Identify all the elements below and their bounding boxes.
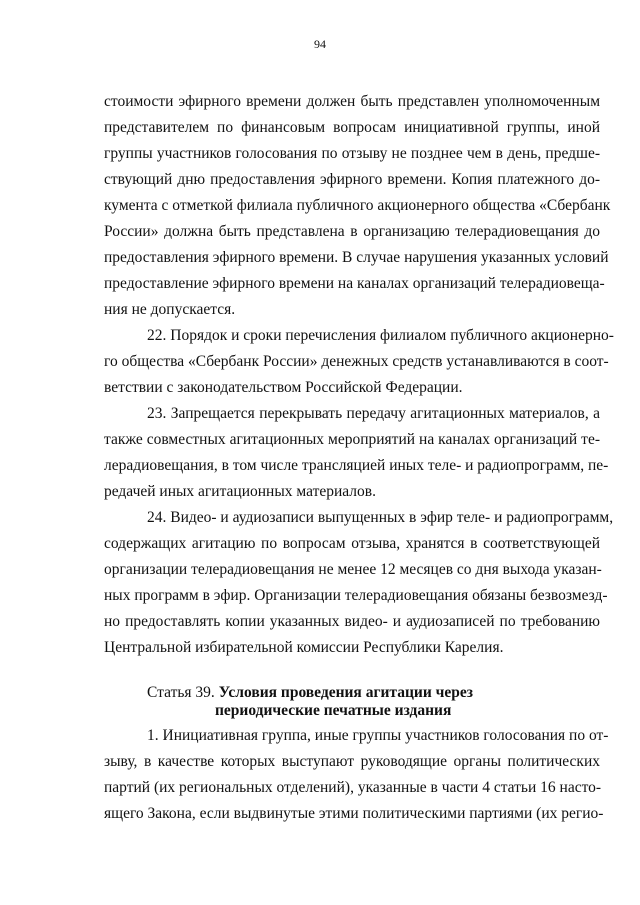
article-heading [147, 684, 600, 720]
page-number: 94 [314, 37, 326, 51]
text-line: го общества «Сбербанк России» денежных средств устанавливаются в соот- [104, 353, 609, 370]
text-line: России» должна быть представлена в организацию телерадиовещания до [104, 223, 600, 240]
text-line: ствующий дню предоставления эфирного времени. Копия платежного до- [104, 171, 600, 188]
text-line: но предоставлять копии указанных видео- и аудиозаписей по требованию [104, 613, 600, 630]
text-line: группы участников голосования по отзыву не позднее чем в день, предше- [104, 145, 600, 162]
text-line: 1. Инициативная группа, иные группы участников голосования по от- [147, 727, 609, 744]
text-line: ния не допускается. [104, 301, 236, 318]
text-line: представителем по финансовым вопросам инициативной группы, иной [104, 119, 600, 136]
article-title-line2: периодические печатные издания [215, 702, 452, 719]
text-line: лерадиовещания, в том числе трансляцией иных теле- и радиопрограмм, пе- [104, 457, 609, 474]
text-line: партий (их региональных отделений), указанные в части 4 статьи 16 насто- [104, 779, 602, 796]
text-line: ящего Закона, если выдвинутые этими политическими партиями (их регио- [104, 805, 604, 822]
text-line: организации телерадиовещания не менее 12 месяцев со дня выхода указан- [104, 561, 602, 578]
text-line: предоставления эфирного времени. В случае нарушения указанных условий [104, 249, 609, 266]
text-line: стоимости эфирного времени должен быть представлен уполномоченным [104, 93, 600, 110]
text-line: 22. Порядок и сроки перечисления филиалом публичного акционерно- [147, 327, 614, 344]
article-label: Статья 39. [147, 684, 215, 701]
text-line: Центральной избирательной комиссии Республики Карелия. [104, 639, 504, 656]
text-line: кумента с отметкой филиала публичного акционерного общества «Сбербанк [104, 197, 611, 214]
text-line: ветствии с законодательством Российской Федерации. [104, 379, 463, 396]
text-line: 24. Видео- и аудиозаписи выпущенных в эфир теле- и радиопрограмм, [147, 509, 614, 526]
text-line: предоставление эфирного времени на каналах организаций телерадиовеща- [104, 275, 605, 292]
text-line: содержащих агитацию по вопросам отзыва, хранятся в соответствующей [104, 535, 600, 552]
text-line: также совместных агитационных мероприятий на каналах организаций те- [104, 431, 600, 448]
article-title-line1: Условия проведения агитации через [218, 684, 473, 701]
text-line: ных программ в эфир. Организации телерадиовещания обязаны безвозмезд- [104, 587, 608, 604]
text-line: 23. Запрещается перекрывать передачу агитационных материалов, а [147, 405, 600, 422]
text-line: редачей иных агитационных материалов. [104, 483, 376, 500]
text-line: зыву, в качестве которых выступают руководящие органы политических [104, 753, 600, 770]
